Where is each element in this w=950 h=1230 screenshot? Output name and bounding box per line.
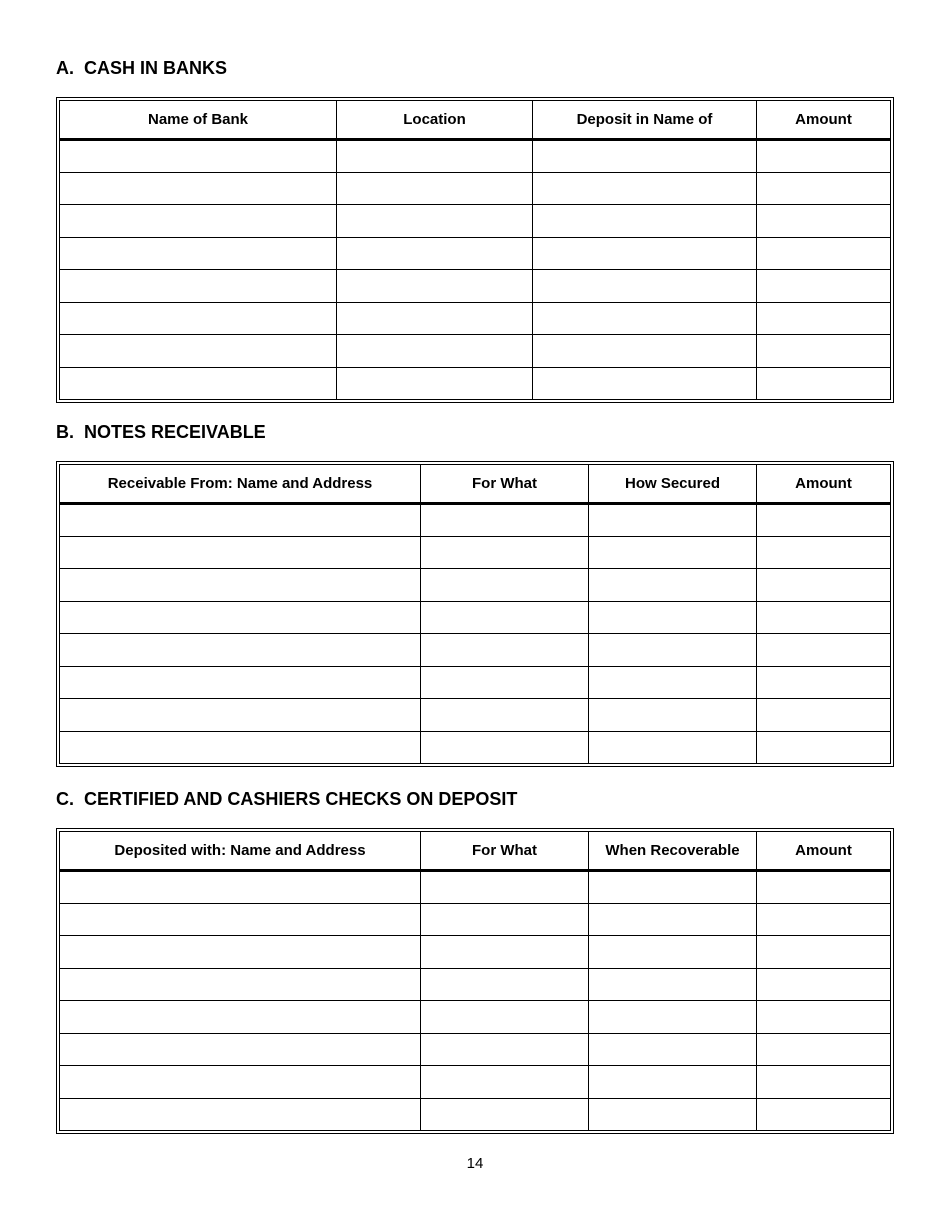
entry-cell[interactable] — [60, 1033, 421, 1066]
entry-cell[interactable] — [60, 634, 421, 667]
section-c-title: C. CERTIFIED AND CASHIERS CHECKS ON DEPOSIT — [56, 789, 518, 809]
cash-in-banks-table — [56, 97, 894, 403]
entry-cell[interactable] — [589, 666, 757, 699]
column-header-for-what: For What — [421, 465, 589, 504]
notes-receivable-table — [56, 461, 894, 767]
entry-cell[interactable] — [421, 1066, 589, 1099]
entry-cell[interactable] — [60, 968, 421, 1001]
entry-cell[interactable] — [337, 172, 533, 205]
entry-cell[interactable] — [60, 504, 421, 537]
table-row — [60, 205, 891, 238]
entry-cell[interactable] — [589, 936, 757, 969]
entry-cell[interactable] — [60, 569, 421, 602]
column-header-when-recoverable: When Recoverable — [589, 832, 757, 871]
entry-cell[interactable] — [757, 1001, 891, 1034]
entry-cell[interactable] — [533, 237, 757, 270]
entry-cell[interactable] — [421, 1033, 589, 1066]
entry-cell[interactable] — [60, 699, 421, 732]
entry-cell[interactable] — [337, 302, 533, 335]
entry-cell[interactable] — [533, 335, 757, 368]
entry-cell[interactable] — [533, 367, 757, 400]
entry-cell[interactable] — [421, 1001, 589, 1034]
entry-cell[interactable] — [757, 968, 891, 1001]
entry-cell[interactable] — [60, 335, 337, 368]
entry-cell[interactable] — [421, 936, 589, 969]
table-row — [60, 634, 891, 667]
table-row — [60, 903, 891, 936]
table-row — [60, 270, 891, 303]
entry-cell[interactable] — [757, 731, 891, 764]
entry-cell[interactable] — [533, 172, 757, 205]
entry-cell[interactable] — [589, 968, 757, 1001]
entry-cell[interactable] — [421, 666, 589, 699]
column-header-amount: Amount — [757, 101, 891, 140]
entry-cell[interactable] — [60, 601, 421, 634]
table-row — [60, 536, 891, 569]
column-header-amount: Amount — [757, 465, 891, 504]
entry-cell[interactable] — [757, 1098, 891, 1131]
entry-cell[interactable] — [60, 367, 337, 400]
table-row — [60, 699, 891, 732]
column-header-deposit-in-name-of: Deposit in Name of — [533, 101, 757, 140]
entry-cell[interactable] — [533, 140, 757, 173]
entry-cell[interactable] — [421, 968, 589, 1001]
entry-cell[interactable] — [589, 1033, 757, 1066]
entry-cell[interactable] — [533, 302, 757, 335]
entry-cell[interactable] — [757, 205, 891, 238]
entry-cell[interactable] — [589, 731, 757, 764]
entry-cell[interactable] — [60, 1066, 421, 1099]
entry-cell[interactable] — [589, 536, 757, 569]
column-header-deposited-with: Deposited with: Name and Address — [60, 832, 421, 871]
entry-cell[interactable] — [421, 1098, 589, 1131]
entry-cell[interactable] — [757, 536, 891, 569]
entry-cell[interactable] — [421, 536, 589, 569]
column-header-how-secured: How Secured — [589, 465, 757, 504]
entry-cell[interactable] — [757, 237, 891, 270]
entry-cell[interactable] — [589, 871, 757, 904]
entry-cell[interactable] — [421, 871, 589, 904]
entry-cell[interactable] — [60, 237, 337, 270]
entry-cell[interactable] — [589, 1098, 757, 1131]
entry-cell[interactable] — [421, 504, 589, 537]
entry-cell[interactable] — [757, 1033, 891, 1066]
entry-cell[interactable] — [757, 504, 891, 537]
entry-cell[interactable] — [589, 1066, 757, 1099]
table-row — [60, 936, 891, 969]
table-row — [60, 172, 891, 205]
table-row — [60, 666, 891, 699]
table-row — [60, 1098, 891, 1131]
entry-cell[interactable] — [589, 634, 757, 667]
entry-cell[interactable] — [60, 172, 337, 205]
entry-cell[interactable] — [60, 903, 421, 936]
entry-cell[interactable] — [589, 504, 757, 537]
table-row — [60, 302, 891, 335]
entry-cell[interactable] — [60, 270, 337, 303]
entry-cell[interactable] — [421, 699, 589, 732]
entry-cell[interactable] — [337, 270, 533, 303]
table-row — [60, 237, 891, 270]
table-row — [60, 1001, 891, 1034]
certified-checks-table — [56, 828, 894, 1134]
entry-cell[interactable] — [60, 936, 421, 969]
entry-cell[interactable] — [337, 205, 533, 238]
entry-cell[interactable] — [337, 367, 533, 400]
table-row — [60, 1066, 891, 1099]
entry-cell[interactable] — [60, 536, 421, 569]
table-header-row — [60, 465, 891, 504]
column-header-amount: Amount — [757, 832, 891, 871]
entry-cell[interactable] — [757, 335, 891, 368]
entry-cell[interactable] — [421, 731, 589, 764]
entry-cell[interactable] — [60, 205, 337, 238]
entry-cell[interactable] — [60, 731, 421, 764]
table-row — [60, 731, 891, 764]
table-header-row — [60, 101, 891, 140]
section-b-title: B. NOTES RECEIVABLE — [56, 422, 266, 442]
entry-cell[interactable] — [589, 903, 757, 936]
table-row — [60, 601, 891, 634]
entry-cell[interactable] — [60, 666, 421, 699]
entry-cell[interactable] — [60, 302, 337, 335]
entry-cell[interactable] — [757, 903, 891, 936]
entry-cell[interactable] — [337, 140, 533, 173]
table-row — [60, 504, 891, 537]
page-number: 14 — [466, 1155, 484, 1172]
entry-cell[interactable] — [757, 569, 891, 602]
section-a-title: A. CASH IN BANKS — [56, 58, 228, 78]
entry-cell[interactable] — [60, 1098, 421, 1131]
entry-cell[interactable] — [421, 569, 589, 602]
entry-cell[interactable] — [757, 140, 891, 173]
entry-cell[interactable] — [757, 871, 891, 904]
entry-cell[interactable] — [533, 205, 757, 238]
entry-cell[interactable] — [533, 270, 757, 303]
column-header-for-what: For What — [421, 832, 589, 871]
column-header-name-of-bank: Name of Bank — [60, 101, 337, 140]
entry-cell[interactable] — [757, 699, 891, 732]
table-row — [60, 335, 891, 368]
entry-cell[interactable] — [589, 699, 757, 732]
entry-cell[interactable] — [757, 666, 891, 699]
entry-cell[interactable] — [757, 367, 891, 400]
entry-cell[interactable] — [60, 871, 421, 904]
table-row — [60, 367, 891, 400]
table-row — [60, 968, 891, 1001]
column-header-location: Location — [337, 101, 533, 140]
entry-cell[interactable] — [757, 270, 891, 303]
table-header-row — [60, 832, 891, 871]
entry-cell[interactable] — [337, 237, 533, 270]
entry-cell[interactable] — [757, 601, 891, 634]
entry-cell[interactable] — [421, 903, 589, 936]
table-row — [60, 871, 891, 904]
column-header-receivable-from: Receivable From: Name and Address — [60, 465, 421, 504]
entry-cell[interactable] — [589, 601, 757, 634]
entry-cell[interactable] — [757, 634, 891, 667]
entry-cell[interactable] — [589, 1001, 757, 1034]
entry-cell[interactable] — [421, 601, 589, 634]
entry-cell[interactable] — [60, 140, 337, 173]
entry-cell[interactable] — [60, 1001, 421, 1034]
entry-cell[interactable] — [757, 1066, 891, 1099]
entry-cell[interactable] — [337, 335, 533, 368]
entry-cell[interactable] — [757, 302, 891, 335]
entry-cell[interactable] — [589, 569, 757, 602]
entry-cell[interactable] — [421, 634, 589, 667]
table-row — [60, 569, 891, 602]
entry-cell[interactable] — [757, 172, 891, 205]
table-row — [60, 140, 891, 173]
table-row — [60, 1033, 891, 1066]
entry-cell[interactable] — [757, 936, 891, 969]
